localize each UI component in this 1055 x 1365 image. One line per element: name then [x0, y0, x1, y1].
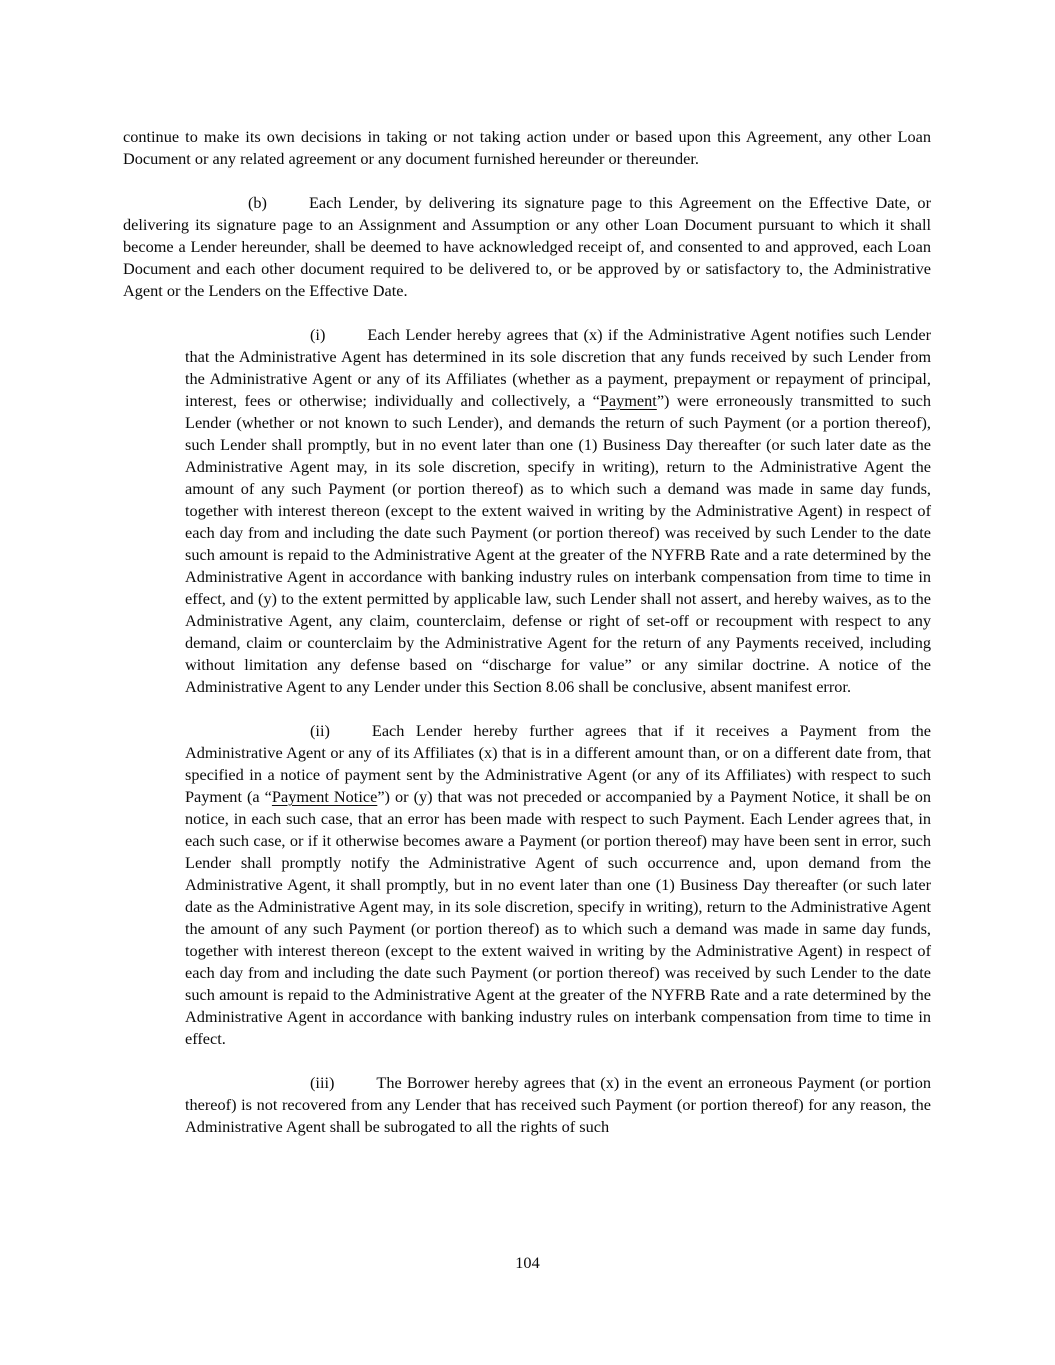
paragraph-label: (iii) [310, 1073, 335, 1092]
paragraph-iii: (iii) The Borrower hereby agrees that (x) in the event an erroneous Payment (or portion thereof) is not recovered from any Lender that has received such Payment (or portion thereof) for any reason, the Administrative Agent shall be subrogated to all the rights of such [185, 1073, 931, 1136]
page-number: 104 [515, 1253, 540, 1272]
paragraph-label: (b) [248, 193, 267, 212]
paragraph-continuation: continue to make its own decisions in taking or not taking action under or based upon this Agreement, any other Loan Document or any related agreement or any document furnished hereunder or thereunder. [123, 127, 931, 168]
paragraph-i: (i) Each Lender hereby agrees that (x) if the Administrative Agent notifies such Lender that the Administrative Agent has determined in its sole discretion that any funds received by such Lender from the Administrative Agent or any of its Affiliates (whether as a payment, prepayment or repayment of principal, interest, fees or otherwise; individually and collectively, a “Payment”) were erroneously transmitted to such Lender (whether or not known to such Lender), and demands the return of such Payment (or a portion thereof), such Lender shall promptly, but in no event later than one (1) Business Day thereafter (or such later date as the Administrative Agent may, in its sole discretion, specify in writing), return to the Administrative Agent the amount of any such Payment (or portion thereof) as to which such a demand was made in same day funds, together with interest thereon (except to the extent waived in writing by the Administrative Agent) in respect of each day from and including the date such Payment (or portion thereof) was received by such Lender to the date such amount is repaid to the Administrative Agent at the greater of the NYFRB Rate and a rate determined by the Administrative Agent in accordance with banking industry rules on interbank compensation from time to time in effect, and (y) to the extent permitted by applicable law, such Lender shall not assert, and hereby waives, as to the Administrative Agent, any claim, counterclaim, defense or right of set-off or recoupment with respect to any demand, claim or counterclaim by the Administrative Agent for the return of any Payments received, including without limitation any defense based on “discharge for value” or any similar doctrine. A notice of the Administrative Agent to any Lender under this Section 8.06 shall be conclusive, absent manifest error. [185, 325, 931, 696]
paragraph-b: (b) Each Lender, by delivering its signature page to this Agreement on the Effective Date, or delivering its signature page to an Assignment and Assumption or any other Loan Document pursuant to which it shall become a Lender hereunder, shall be deemed to have acknowledged receipt of, and consented to and approved, each Loan Document and each other document required to be delivered to, or be approved by or satisfactory to, the Administrative Agent or the Lenders on the Effective Date. [123, 193, 931, 300]
document-body [123, 126, 931, 1138]
paragraph-ii: (ii) Each Lender hereby further agrees that if it receives a Payment from the Administrative Agent or any of its Affiliates (x) that is in a different amount than, or on a different date from, that specified in a notice of payment sent by the Administrative Agent (or any of its Affiliates) with respect to such Payment (a “Payment Notice”) or (y) that was not preceded or accompanied by a Payment Notice, it shall be on notice, in each such case, that an error has been made with respect to such Payment. Each Lender agrees that, in each such case, or if it otherwise becomes aware a Payment (or portion thereof) may have been sent in error, such Lender shall promptly notify the Administrative Agent of such occurrence and, upon demand from the Administrative Agent, it shall promptly, but in no event later than one (1) Business Day thereafter (or such later date as the Administrative Agent may, in its sole discretion, specify in writing), return to the Administrative Agent the amount of any such Payment (or portion thereof) as to which such a demand was made in same day funds, together with interest thereon (except to the extent waived in writing by the Administrative Agent) in respect of each day from and including the date such Payment (or portion thereof) was received by such Lender to the date such amount is repaid to the Administrative Agent at the greater of the NYFRB Rate and a rate determined by the Administrative Agent in accordance with banking industry rules on interbank compensation from time to time in effect. [185, 721, 931, 1048]
paragraph-label: (ii) [310, 721, 330, 740]
paragraph-label: (i) [310, 325, 326, 344]
